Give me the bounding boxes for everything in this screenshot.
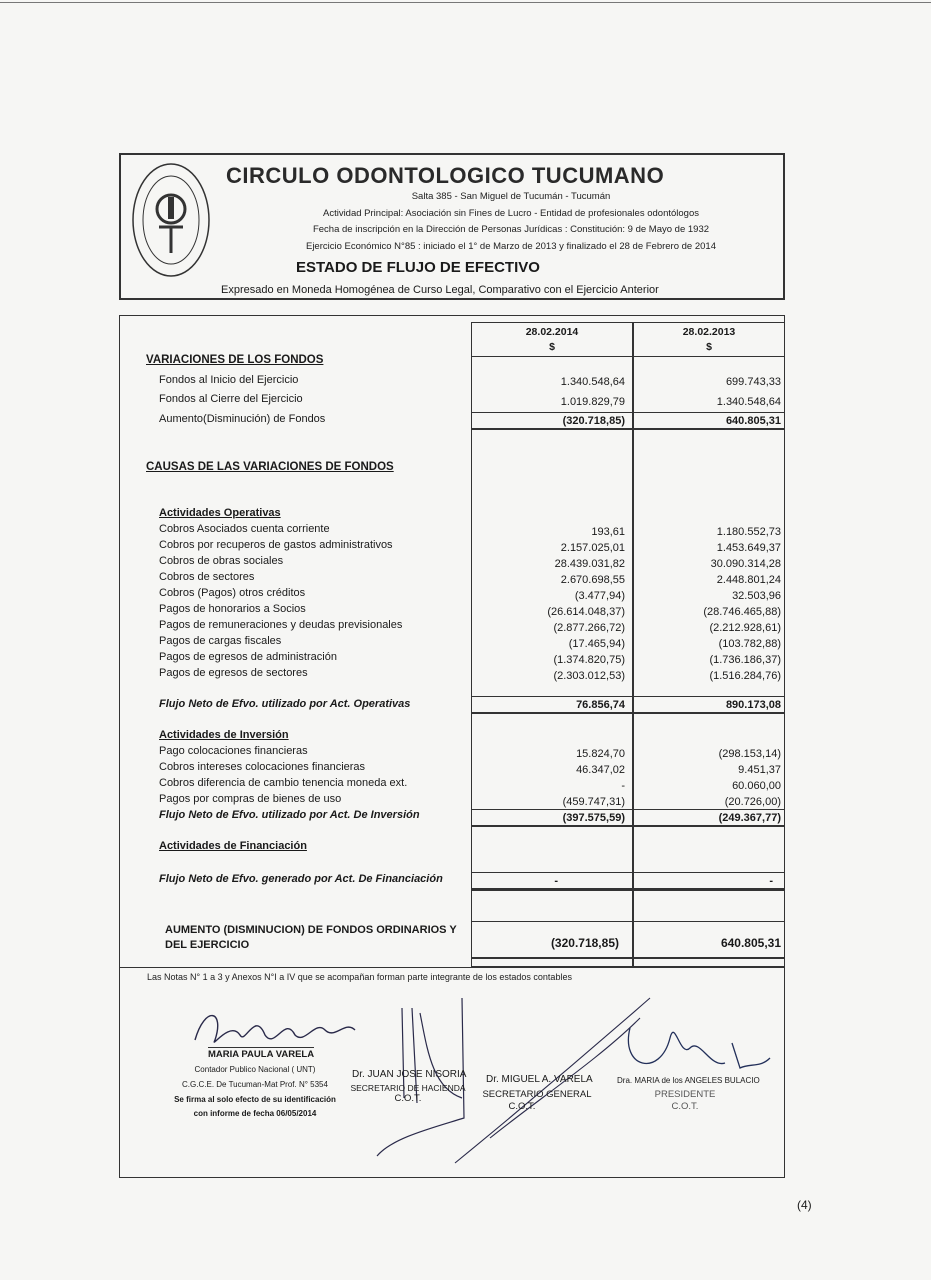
col1-unit: $ (549, 341, 555, 353)
operativas-total-label: Flujo Neto de Efvo. utilizado por Act. Operativas (159, 698, 411, 710)
value-2013: (20.726,00) (724, 796, 781, 808)
contador-name: MARIA PAULA VARELA (208, 1049, 315, 1060)
row-label: Pagos de egresos de sectores (159, 667, 308, 679)
page-number: (4) (797, 1198, 812, 1212)
row-label: Fondos al Inicio del Ejercicio (159, 374, 299, 386)
value-2013: 9.451,37 (738, 764, 781, 776)
value-2014: (2.303.012,53) (553, 670, 625, 682)
causas-title: CAUSAS DE LAS VARIACIONES DE FONDOS (146, 461, 394, 473)
cash-flow-statement (119, 315, 785, 968)
value-2014: (397.575,59) (562, 812, 625, 824)
value-2014: 28.439.031,82 (554, 558, 625, 570)
value-2014: - (554, 875, 558, 887)
row-label: Pagos por compras de bienes de uso (159, 793, 342, 805)
general-org: C.O.T. (508, 1101, 536, 1112)
row-label: Cobros (Pagos) otros créditos (159, 587, 306, 599)
row-label: Cobros Asociados cuenta corriente (159, 523, 330, 535)
signature-area (119, 968, 785, 1178)
notes-text: Las Notas N° 1 a 3 y Anexos N°I a IV que se acompañan forman parte integrante de los estados contables (147, 972, 572, 982)
row-label: Pago colocaciones financieras (159, 745, 308, 757)
row-label: Cobros de sectores (159, 571, 255, 583)
header-divider (471, 356, 785, 357)
double-underline (471, 957, 785, 959)
value-2014: (1.374.820,75) (553, 654, 625, 666)
variaciones-title: VARIACIONES DE LOS FONDOS (146, 354, 324, 366)
value-2014: 193,61 (591, 526, 625, 538)
inversion-total-label: Flujo Neto de Efvo. utilizado por Act. De Inversión (159, 809, 420, 821)
president-role: PRESIDENTE (654, 1089, 716, 1100)
association-seal-logo (131, 161, 211, 279)
value-2014: (3.477,94) (574, 590, 625, 602)
row-label: Cobros intereses colocaciones financieras (159, 761, 366, 773)
general-name: Dr. MIGUEL A. VARELA (486, 1074, 593, 1085)
value-2013: 2.448.801,24 (716, 574, 781, 586)
contador-line-2: C.G.C.E. De Tucuman-Mat Prof. N° 5354 (182, 1080, 328, 1089)
value-2013: 1.340.548,64 (716, 396, 781, 408)
row-label: Cobros por recuperos de gastos administrativos (159, 539, 393, 551)
value-2014: (2.877.266,72) (553, 622, 625, 634)
value-2014: 2.670.698,55 (560, 574, 625, 586)
divider (471, 921, 785, 922)
final-value-2014: (320.718,85) (550, 936, 619, 950)
row-label: Pagos de cargas fiscales (159, 635, 282, 647)
value-2013: 1.453.649,37 (716, 542, 781, 554)
final-total-label: AUMENTO (DISMINUCION) DE FONDOS ORDINARIOS Y DEL EJERCICIO (165, 924, 457, 951)
value-2014: (459.747,31) (562, 796, 625, 808)
value-2013: 60.060,00 (732, 780, 781, 792)
col2-unit: $ (706, 341, 712, 353)
inversion-title: Actividades de Inversión (159, 729, 289, 741)
value-2013: 699.743,33 (725, 376, 781, 388)
hacienda-role: SECRETARIO DE HACIENDA (350, 1083, 466, 1093)
row-label: Cobros de obras sociales (159, 555, 284, 567)
row-label: Cobros diferencia de cambio tenencia moneda ext. (159, 777, 408, 789)
value-2014: 1.019.829,79 (560, 396, 625, 408)
divider (471, 890, 785, 891)
value-2013: (298.153,14) (718, 748, 781, 760)
fiscal-year-line: Ejercicio Económico N°85 : iniciado el 1° de Marzo de 2013 y finalizado el 28 de Febrero de 2014 (305, 241, 716, 252)
value-2014: (26.614.048,37) (547, 606, 625, 618)
value-2014: 76.856,74 (576, 699, 625, 711)
contador-signature-scribble (185, 1000, 365, 1052)
value-2013: 1.180.552,73 (716, 526, 781, 538)
hacienda-name: Dr. JUAN JOSE NISORIA (352, 1069, 467, 1080)
president-org: C.O.T. (671, 1101, 699, 1112)
registration-line: Fecha de inscripción en la Dirección de Personas Jurídicas : Constitución: 9 de Mayo de 1932 (312, 224, 710, 235)
final-value-2013: 640.805,31 (720, 936, 781, 950)
contador-line-4: con informe de fecha 06/05/2014 (193, 1109, 317, 1118)
organization-name: CIRCULO ODONTOLOGICO TUCUMANO (226, 163, 665, 188)
letterhead (119, 153, 785, 300)
general-role: SECRETARIO GENERAL (482, 1089, 592, 1100)
value-2013: (2.212.928,61) (709, 622, 781, 634)
hacienda-org: C.O.T. (394, 1093, 422, 1104)
col1-date: 28.02.2014 (525, 326, 579, 338)
financiacion-title: Actividades de Financiación (159, 840, 307, 852)
value-2013: (1.516.284,76) (709, 670, 781, 682)
value-2013: - (769, 875, 773, 887)
row-label: Aumento(Disminución) de Fondos (159, 413, 326, 425)
value-2013: 30.090.314,28 (710, 558, 781, 570)
value-2014: (320.718,85) (562, 415, 625, 427)
row-label: Pagos de honorarios a Socios (159, 603, 306, 615)
value-2013: (1.736.186,37) (709, 654, 781, 666)
value-2014: 2.157.025,01 (560, 542, 625, 554)
general-president-signature-scribble (450, 978, 780, 1168)
document-title: ESTADO DE FLUJO DE EFECTIVO (296, 259, 540, 276)
address-line: Salta 385 - San Miguel de Tucumán - Tucumán (411, 191, 611, 202)
value-2014: (17.465,94) (568, 638, 625, 650)
value-2013: (28.746.465,88) (703, 606, 781, 618)
value-2014: - (621, 780, 625, 792)
row-label: Pagos de remuneraciones y deudas previsionales (159, 619, 403, 631)
value-2014: 46.347,02 (576, 764, 625, 776)
contador-line-3: Se firma al solo efecto de su identificación (174, 1095, 336, 1104)
value-2013: 640.805,31 (725, 415, 781, 427)
operativas-title: Actividades Operativas (159, 507, 281, 519)
activity-line: Actividad Principal: Asociación sin Fines de Lucro - Entidad de profesionales odontólogos (322, 208, 699, 219)
page-top-edge (0, 2, 931, 3)
value-2013: 32.503,96 (732, 590, 781, 602)
row-label: Fondos al Cierre del Ejercicio (159, 393, 303, 405)
contador-line-1: Contador Publico Nacional ( UNT) (194, 1065, 316, 1074)
value-2013: 890.173,08 (725, 699, 781, 711)
row-label: Pagos de egresos de administración (159, 651, 337, 663)
financiacion-total-label: Flujo Neto de Efvo. generado por Act. De Financiación (159, 873, 443, 885)
col2-date: 28.02.2013 (682, 326, 736, 338)
value-2013: (249.367,77) (718, 812, 781, 824)
value-2013: (103.782,88) (718, 638, 781, 650)
president-name: Dra. MARIA de los ANGELES BULACIO (617, 1076, 760, 1085)
value-2014: 1.340.548,64 (560, 376, 625, 388)
document-subtitle: Expresado en Moneda Homogénea de Curso Legal, Comparativo con el Ejercicio Anterior (221, 284, 659, 296)
value-2014: 15.824,70 (576, 748, 625, 760)
